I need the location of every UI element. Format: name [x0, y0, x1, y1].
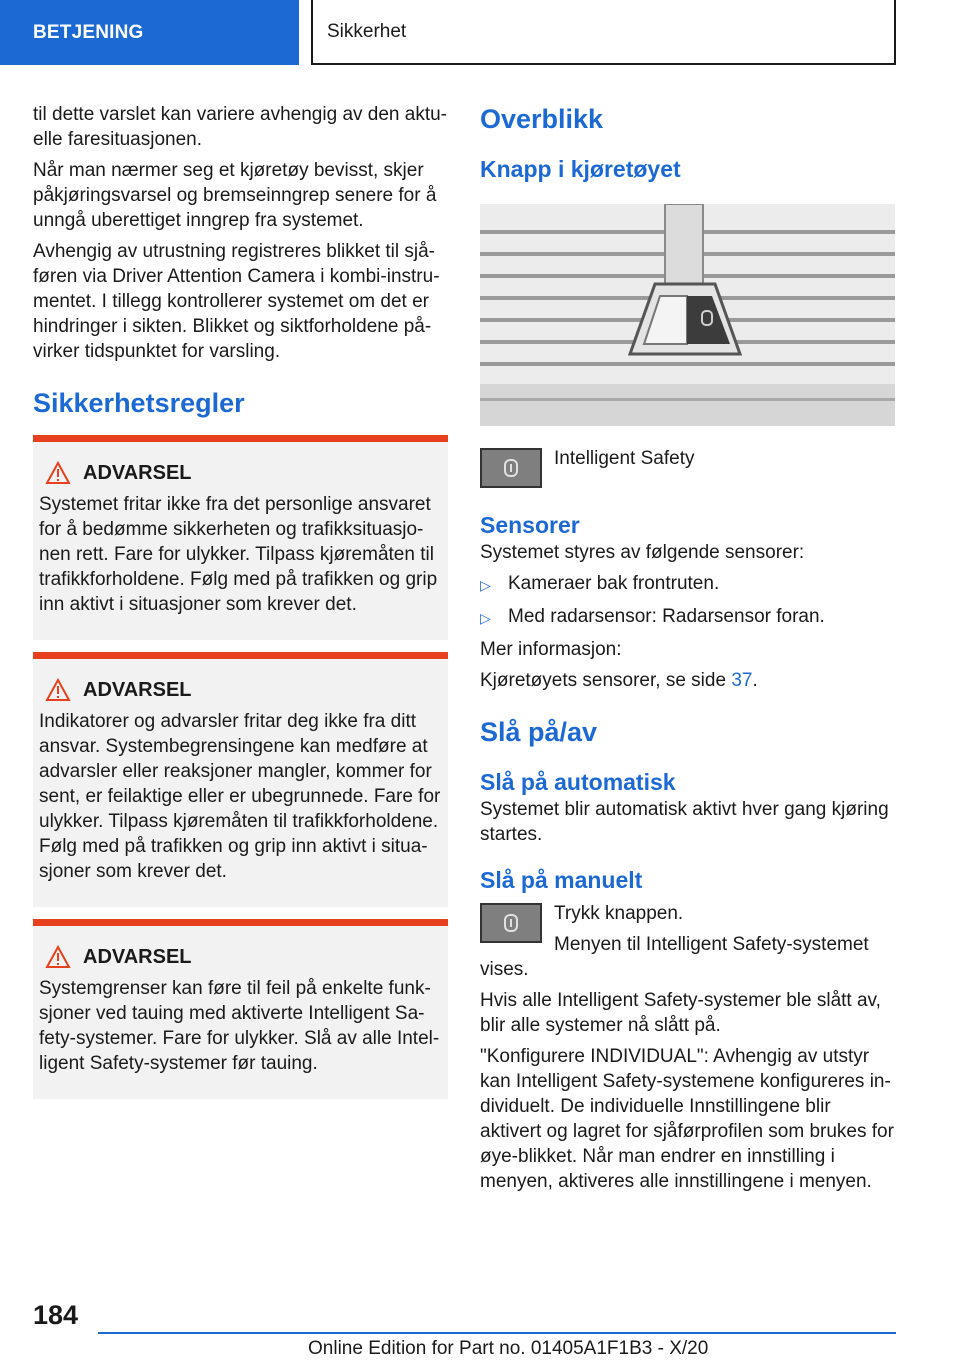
warning-triangle-icon — [45, 678, 71, 702]
warning-box-1 — [33, 435, 448, 640]
section-tab[interactable] — [0, 0, 299, 65]
intro-paragraph-2: Når man nærmer seg et kjøretøy bevisst, skjer påkjøringsvarsel og bremseinngrep senere for å unngå uberettiget inngrep fra systemet. — [33, 160, 437, 231]
list-item: ▷ Kameraer bak frontruten. — [480, 571, 895, 598]
button-heading: Knapp i kjøretøyet — [480, 156, 681, 182]
section-title: BETJENING — [33, 21, 144, 43]
intelligent-safety-icon — [501, 457, 521, 479]
manual-paragraph-3: Hvis alle Intelligent Safety-systemer ble slått av, blir alle systemer nå slått på. — [480, 990, 881, 1036]
intelligent-safety-button[interactable] — [480, 448, 542, 488]
warning-text: Systemgrenser kan føre til feil på enkelte funk-sjoner ved tauing med aktiverte Intelligent Sa-fety-systemer. Fare for ulykker. Slå av alle Intel-ligent Safety-systemer før tauing. — [39, 978, 440, 1074]
vehicle-button-photo — [480, 204, 895, 426]
footer-divider — [98, 1332, 896, 1334]
intro-paragraph-1: til dette varslet kan variere avhengig av den aktu-elle faresituasjonen. — [33, 104, 448, 150]
auto-text: Systemet blir automatisk aktivt hver gang kjøring startes. — [480, 799, 889, 845]
bullet-triangle-icon: ▷ — [480, 577, 491, 593]
manual-step-2: Menyen til Intelligent Safety-systemet vises. — [480, 934, 869, 980]
intro-paragraph-3: Avhengig av utrustning registreres blikket til sjå-føren via Driver Attention Camera i kombi-instru-mentet. I tillegg kontrollerer systemet om det er hindringer i sikten. Blikket og siktforholdene på-virker tidspunktet for varsling. — [33, 241, 440, 362]
warning-title: ADVARSEL — [45, 944, 442, 970]
more-info-label: Mer informasjon: — [480, 639, 622, 660]
warning-triangle-icon — [45, 945, 71, 969]
safety-heading: Sikkerhetsregler — [33, 388, 245, 418]
button-legend — [480, 446, 895, 488]
console-vents-illustration — [480, 204, 895, 426]
warning-box-3 — [33, 919, 448, 1099]
intelligent-safety-button[interactable] — [480, 903, 542, 943]
manual-step-1: Trykk knappen. — [554, 903, 684, 924]
sensors-intro: Systemet styres av følgende sensorer: — [480, 542, 805, 563]
edition-text: Online Edition for Part no. 01405A1F1B3 - X/20 — [308, 1338, 709, 1359]
page-link[interactable]: 37 — [731, 670, 753, 691]
warning-text: Systemet fritar ikke fra det personlige ansvaret for å bedømme sikkerheten og trafikksituasjo-nen rett. Fare for ulykker. Tilpass kjøremåten til trafikkforholdene. Følg med på trafikken og grip inn aktivt i situasjoner som krever det. — [39, 494, 438, 615]
page-number: 184 — [33, 1300, 79, 1330]
manual-heading: Slå på manuelt — [480, 867, 643, 893]
button-label: Intelligent Safety — [554, 448, 695, 469]
manual-steps — [480, 901, 895, 982]
bullet-triangle-icon: ▷ — [480, 610, 491, 626]
sensors-heading: Sensorer — [480, 512, 580, 538]
left-column — [33, 102, 448, 420]
warning-text: Indikatorer og advarsler fritar deg ikke fra ditt ansvar. Systembegrensingene kan medføre at advarsler eller reaksjoner mangler, kommer for sent, er feilaktige eller er ubegrunnede. Fare for ulykker. Tilpass kjøremåten til trafikkforholdene. Følg med på trafikken og grip inn aktivt i situa-sjoner som krever det. — [39, 711, 441, 882]
warning-title: ADVARSEL — [45, 677, 442, 703]
chapter-header — [311, 0, 896, 65]
onoff-heading: Slå på/av — [480, 717, 598, 747]
intelligent-safety-icon — [501, 912, 521, 934]
sensors-reference: Kjøretøyets sensorer, se side 37. — [480, 670, 758, 691]
list-item: ▷ Med radarsensor: Radarsensor foran. — [480, 604, 895, 631]
warning-title: ADVARSEL — [45, 460, 442, 486]
chapter-title: Sikkerhet — [327, 20, 407, 42]
warning-box-2 — [33, 652, 448, 907]
overview-heading: Overblikk — [480, 104, 604, 134]
right-column — [480, 102, 895, 1200]
warning-triangle-icon — [45, 461, 71, 485]
auto-heading: Slå på automatisk — [480, 769, 676, 795]
manual-paragraph-4: "Konfigurere INDIVIDUAL": Avhengig av utstyr kan Intelligent Safety-systemene konfigureres in-dividuelt. De individuelle Innstillingene blir aktivert og lagret for sjåførprofilen som brukes for øye-blikket. Når man endrer en innstilling i menyen, aktiveres alle innstillingene i menyen. — [480, 1046, 894, 1192]
